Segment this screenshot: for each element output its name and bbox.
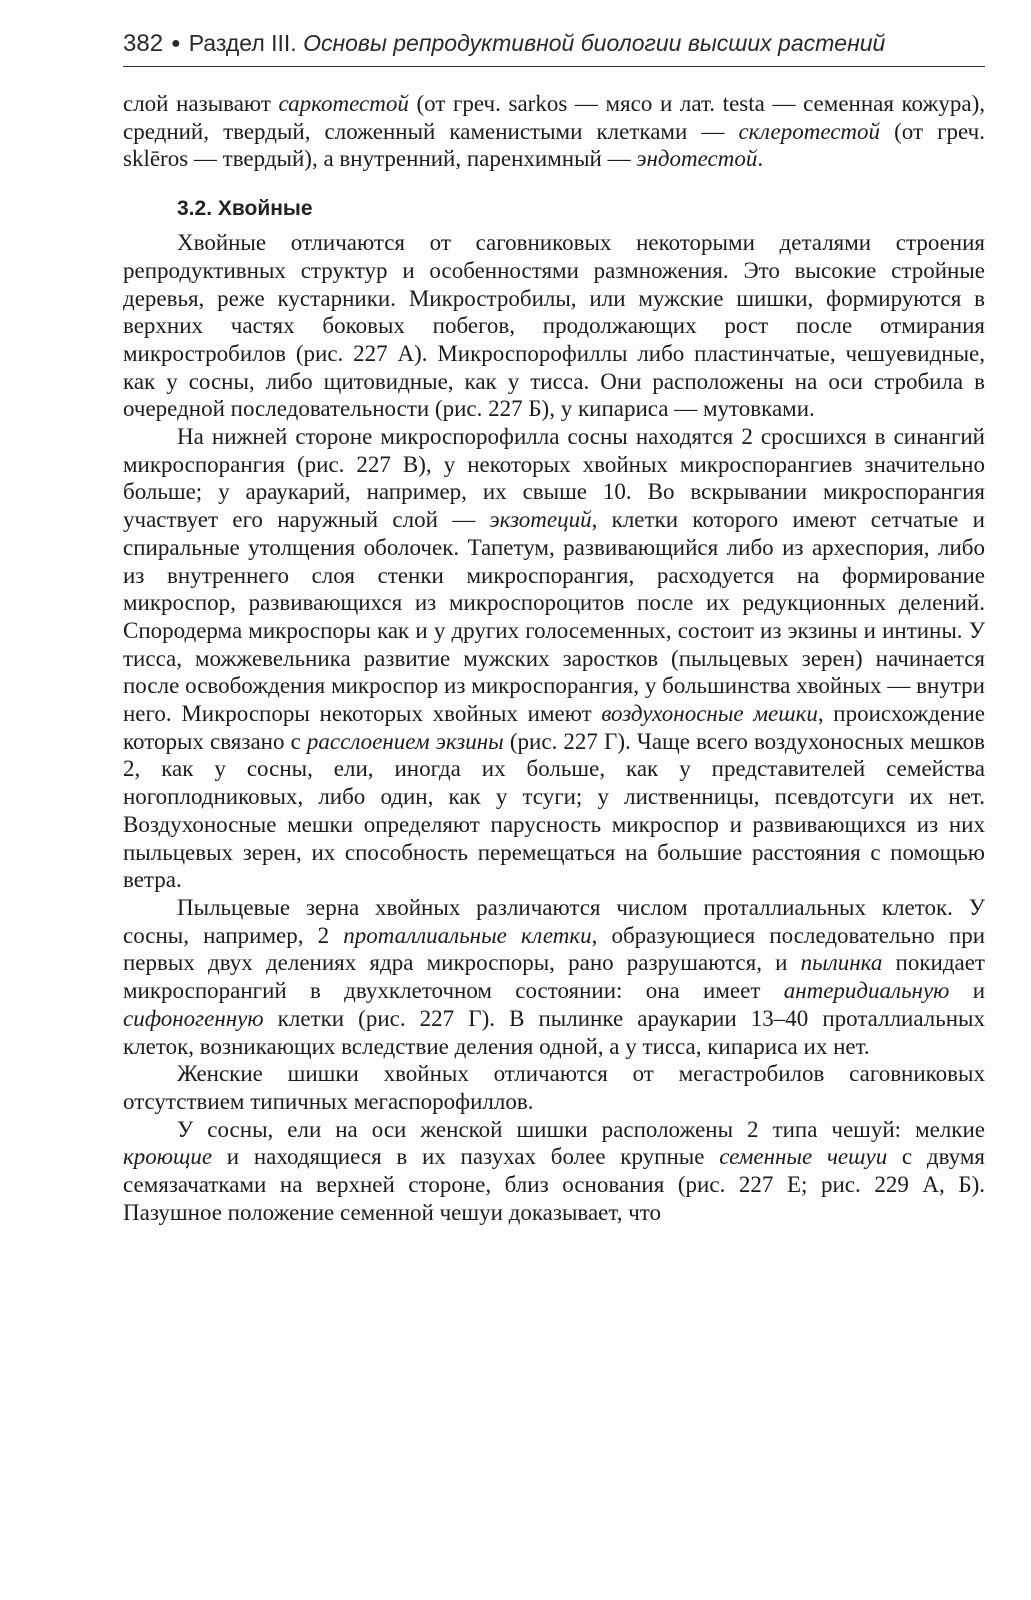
text-run: У сосны, ели на оси женской шишки расположены 2 типа чешуй: мелкие bbox=[177, 1116, 985, 1142]
text-run: с двумя семязачатками на верхней стороне, близ основания (рис. 227 Е; рис. 229 А, Б). Пазушное положение семенной чешуи доказывает, что bbox=[123, 1144, 985, 1225]
term-exine-splitting: расслоением экзины bbox=[306, 728, 504, 754]
term-seed-scales: семенные чешуи bbox=[719, 1144, 888, 1170]
text-run: Хвойные отличаются от саговниковых некоторыми деталями строения репродуктивных структур и особенностями размножения. Это высокие стройные деревья, реже кустарники. Микростробилы, или мужские шишки, формируются в верхних частях боковых побегов, продолжающих рост после отмирания микростробилов (рис. 227 А). Микроспорофиллы либо пластинчатые, чешуевидные, как у сосны, либо щитовидные, как у тисса. Они расположены на оси стробила в очередной последовательности (рис. 227 Б), у кипариса — мутовками. bbox=[123, 230, 985, 422]
header-divider bbox=[123, 66, 985, 67]
text-run: , происхождение которых связано с bbox=[123, 701, 986, 754]
bullet-icon: ● bbox=[171, 35, 181, 52]
text-run: На нижней стороне микроспорофилла сосны находятся 2 сросшихся в синангий микроспорангия (рис. 227 В), у некоторых хвойных микроспорангиев значительно больше; у араукарий, например, их свыше 10. Во вскрывании микроспорангия участвует его наружный слой — bbox=[123, 424, 985, 533]
term-endotesta: эндотестой bbox=[636, 146, 758, 172]
page-number: 382 bbox=[123, 30, 164, 57]
paragraph-4 bbox=[123, 1060, 985, 1115]
term-air-sacs: воздухоносные мешки bbox=[601, 701, 818, 727]
section-label: Раздел III. bbox=[188, 30, 297, 56]
term-pollen-grain: пылинка bbox=[800, 950, 883, 976]
paragraph-5 bbox=[123, 1116, 985, 1227]
running-head bbox=[123, 30, 985, 64]
text-run: покидает микроспорангий в двухклеточном состоянии: она имеет bbox=[123, 950, 985, 1004]
term-exothecium: экзотеций bbox=[489, 507, 592, 533]
text-run: (от греч. sklēros — твердый), а внутренний, паренхимный — bbox=[123, 118, 986, 172]
text-run: слой называют bbox=[123, 91, 279, 116]
text-run: клетки (рис. 227 Г). В пылинке араукарии 13–40 проталлиальных клеток, возникающих вследствие деления одной, а у тисса, кипариса их нет. bbox=[123, 1005, 985, 1059]
term-siphonogenous: сифоногенную bbox=[123, 1005, 264, 1031]
paragraph-3 bbox=[123, 894, 985, 1060]
text-run: Пыльцевые зерна хвойных различаются числом проталлиальных клеток. У сосны, например, 2 bbox=[123, 894, 985, 948]
term-prothallial-cells: проталлиальные клетки bbox=[343, 922, 592, 948]
paragraph-continuation bbox=[123, 90, 985, 173]
text-run: , образующиеся последовательно при первых двух делениях ядра микроспоры, рано разрушаются, и bbox=[123, 922, 985, 976]
text-run: Женские шишки хвойных отличаются от мегастробилов саговниковых отсутствием типичных мегаспорофиллов. bbox=[123, 1061, 985, 1114]
text-run: и bbox=[949, 978, 985, 1004]
text-run: , клетки которого имеют сетчатые и спиральные утолщения оболочек. Тапетум, развивающийся либо из археспория, либо из внутреннего слоя стенки микроспорангия, расходуется на формирование микроспор, развивающихся из микроспороцитов после их редукционных делений. Спородерма микроспоры как и у других голосеменных, состоит из экзины и интины. У тисса, можжевельника развитие мужских заростков (пыльцевых зерен) начинается после освобождения микроспор из микроспорангия, у большинства хвойных — внутри него. Микроспоры некоторых хвойных имеют bbox=[123, 507, 985, 727]
text-run: (от греч. sarkos — мясо и лат. testa — семенная кожура), средний, твердый, сложенный каменистыми клетками — bbox=[123, 91, 985, 144]
section-heading: 3.2. Хвойные bbox=[177, 197, 313, 221]
term-bract-scales: кроющие bbox=[123, 1144, 213, 1170]
section-title: Основы репродуктивной биологии высших растений bbox=[303, 30, 886, 56]
term-antheridial: антеридиальную bbox=[783, 978, 950, 1004]
main-text bbox=[123, 90, 985, 1226]
text-run: и находящиеся в их пазухах более крупные bbox=[212, 1144, 720, 1170]
paragraph-1 bbox=[123, 229, 985, 423]
term-sclerotesta: склеротестой bbox=[738, 118, 881, 144]
text-run: . bbox=[757, 146, 764, 172]
text-run: (рис. 227 Г). Чаще всего воздухоносных мешков 2, как у сосны, ели, иногда их больше, как у представителей семейства ногоплодниковых, либо один, как у тсуги; у лиственницы, псевдотсуги их нет. Воздухоносные мешки определяют парусность микроспор и развивающихся из них пыльцевых зерен, их способность перемещаться на большие расстояния с помощью ветра. bbox=[123, 728, 985, 893]
term-sarcotesta: саркотестой bbox=[278, 91, 409, 116]
paragraph-2 bbox=[123, 423, 985, 894]
